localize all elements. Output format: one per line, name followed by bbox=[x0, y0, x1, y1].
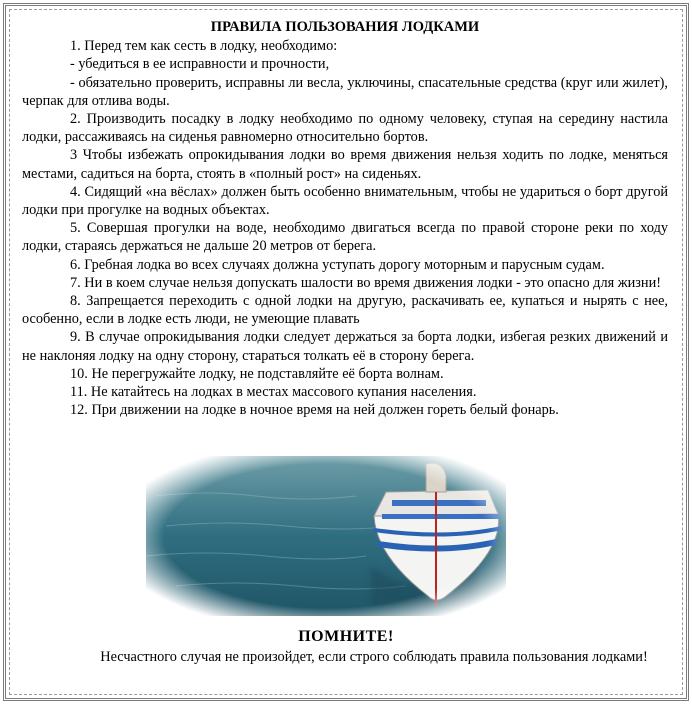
paragraph: 8. Запрещается переходить с одной лодки на другую, раскачивать ее, купаться и нырять с нее, особенно, если в лодке есть люди, не умеющие плавать bbox=[22, 293, 668, 328]
paragraph: 7. Ни в коем случае нельзя допускать шалости во время движения лодки - это опасно для жизни! bbox=[70, 274, 661, 291]
paragraph: - обязательно проверить, исправны ли весла, уключины, спасательные средства (круг или жилет), черпак для отлива воды. bbox=[22, 74, 668, 109]
paragraph: 2. Производить посадку в лодку необходимо по одному человеку, ступая на середину настила лодки, рассаживаясь на сиденья равномерно относительно бортов. bbox=[22, 111, 668, 146]
paragraph: 10. Не перегружайте лодку, не подставляйте её борта волнам. bbox=[70, 365, 444, 382]
footer-note: Несчастного случая не произойдет, если строго соблюдать правила пользования лодками! bbox=[100, 649, 648, 665]
rules-text bbox=[22, 18, 668, 419]
remember-heading: ПОМНИТЕ! bbox=[298, 628, 394, 645]
paragraph: 4. Сидящий «на вёслах» должен быть особенно внимательным, чтобы не удариться о борт другой лодки при прогулке на водных объектах. bbox=[22, 183, 668, 219]
paragraph: 3 Чтобы избежать опрокидывания лодки во время движения нельзя ходить по лодке, меняться местами, садиться на борта, стоять в «полный рост» на сиденьях. bbox=[22, 147, 668, 182]
paragraph: - убедиться в ее исправности и прочности, bbox=[70, 56, 330, 73]
paragraph: 11. Не катайтесь на лодках в местах массового купания населения. bbox=[70, 384, 477, 401]
boat-illustration bbox=[146, 456, 506, 616]
page-title: ПРАВИЛА ПОЛЬЗОВАНИЯ ЛОДКАМИ bbox=[210, 19, 480, 35]
paragraph: 6. Гребная лодка во всех случаях должна уступать дорогу моторным и парусным судам. bbox=[70, 256, 605, 273]
paragraph: 12. При движении на лодке в ночное время на ней должен гореть белый фонарь. bbox=[70, 402, 559, 419]
paragraph: 1. Перед тем как сесть в лодку, необходимо: bbox=[70, 38, 338, 55]
paragraph: 5. Совершая прогулки на воде, необходимо двигаться всегда по правой стороне реки по ходу лодки, стараясь держаться не дальше 20 метров от берега. bbox=[22, 220, 668, 255]
boat-photo bbox=[146, 456, 506, 616]
paragraph: 9. В случае опрокидывания лодки следует держаться за борта лодки, избегая резких движений и не наклоняя лодку на одну сторону, стараться толкать её в сторону берега. bbox=[22, 329, 668, 364]
